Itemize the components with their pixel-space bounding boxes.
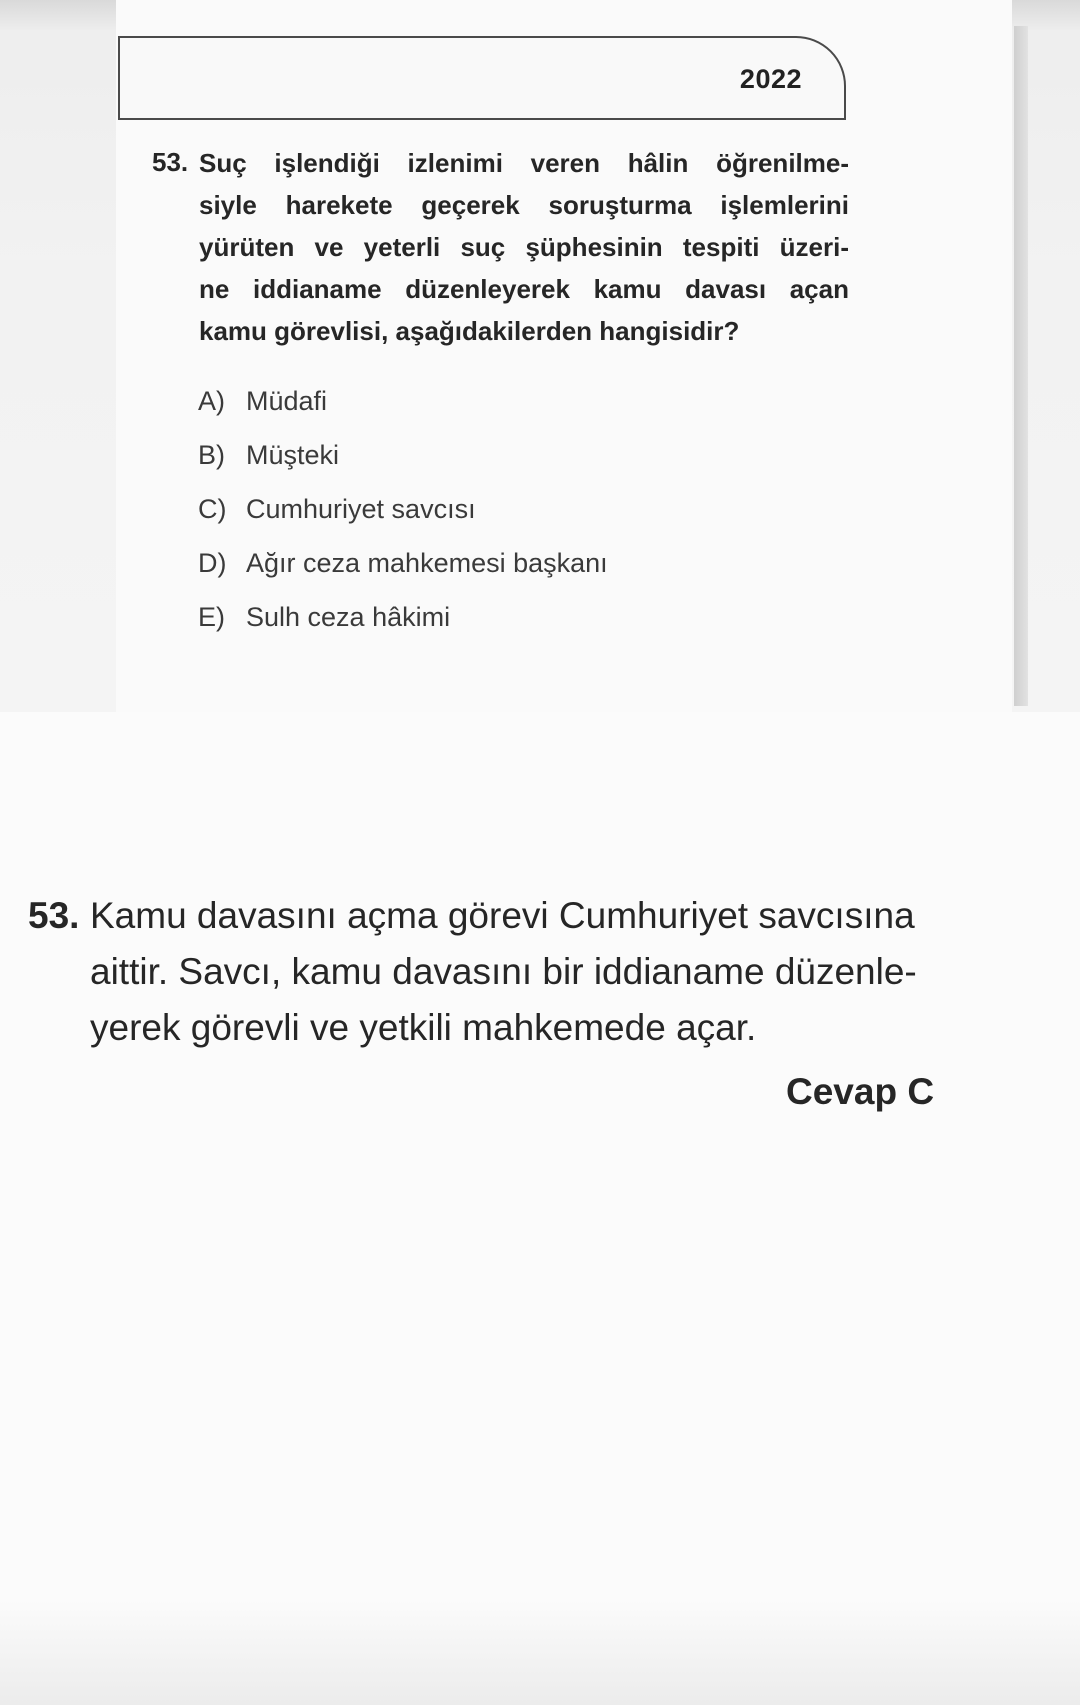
question-photo: [0, 0, 1080, 712]
exam-year: 2022: [739, 64, 802, 94]
option-text: Sulh ceza hâkimi: [246, 601, 451, 632]
option-letter: E): [198, 601, 225, 632]
question-text: [199, 142, 849, 352]
option-c: [198, 482, 608, 536]
option-text: Müdafi: [246, 385, 328, 416]
answer-line: yerek görevli ve yetkili mahkemede açar.: [90, 1007, 757, 1048]
question-line: kamu görevlisi, aşağıdakilerden hangisidir?: [199, 316, 740, 346]
bottom-shadow: [0, 1600, 1080, 1705]
answer-number: 53.: [28, 895, 80, 936]
option-letter: D): [198, 547, 227, 578]
option-a: [198, 374, 608, 428]
answer-text: [90, 888, 968, 1056]
option-e: [198, 590, 608, 644]
option-d: [198, 536, 608, 590]
option-letter: A): [198, 385, 225, 416]
answer-line: Kamu davasını açma görevi Cumhuriyet savcısına: [90, 895, 915, 936]
option-b: [198, 428, 608, 482]
option-letter: C): [198, 493, 227, 524]
option-letter: B): [198, 439, 225, 470]
option-text: Cumhuriyet savcısı: [246, 493, 476, 524]
question-line: siyle harekete geçerek soruşturma işlemlerini: [199, 190, 849, 220]
question-number: 53.: [152, 147, 189, 177]
answer-line: aittir. Savcı, kamu davasını bir iddianame düzenle-: [90, 951, 917, 992]
option-text: Ağır ceza mahkemesi başkanı: [246, 547, 608, 578]
option-text: Müşteki: [246, 439, 340, 470]
answer-options: [198, 374, 608, 644]
page-edge: [1014, 26, 1028, 706]
question-line: Suç işlendiği izlenimi veren hâlin öğrenilme-: [199, 148, 849, 178]
question-line: ne iddianame düzenleyerek kamu davası açan: [199, 274, 849, 304]
question-line: yürüten ve yeterli suç şüphesinin tespiti üzeri-: [199, 232, 849, 262]
year-header-box: [118, 36, 846, 120]
answer-result: Cevap C: [786, 1071, 935, 1112]
